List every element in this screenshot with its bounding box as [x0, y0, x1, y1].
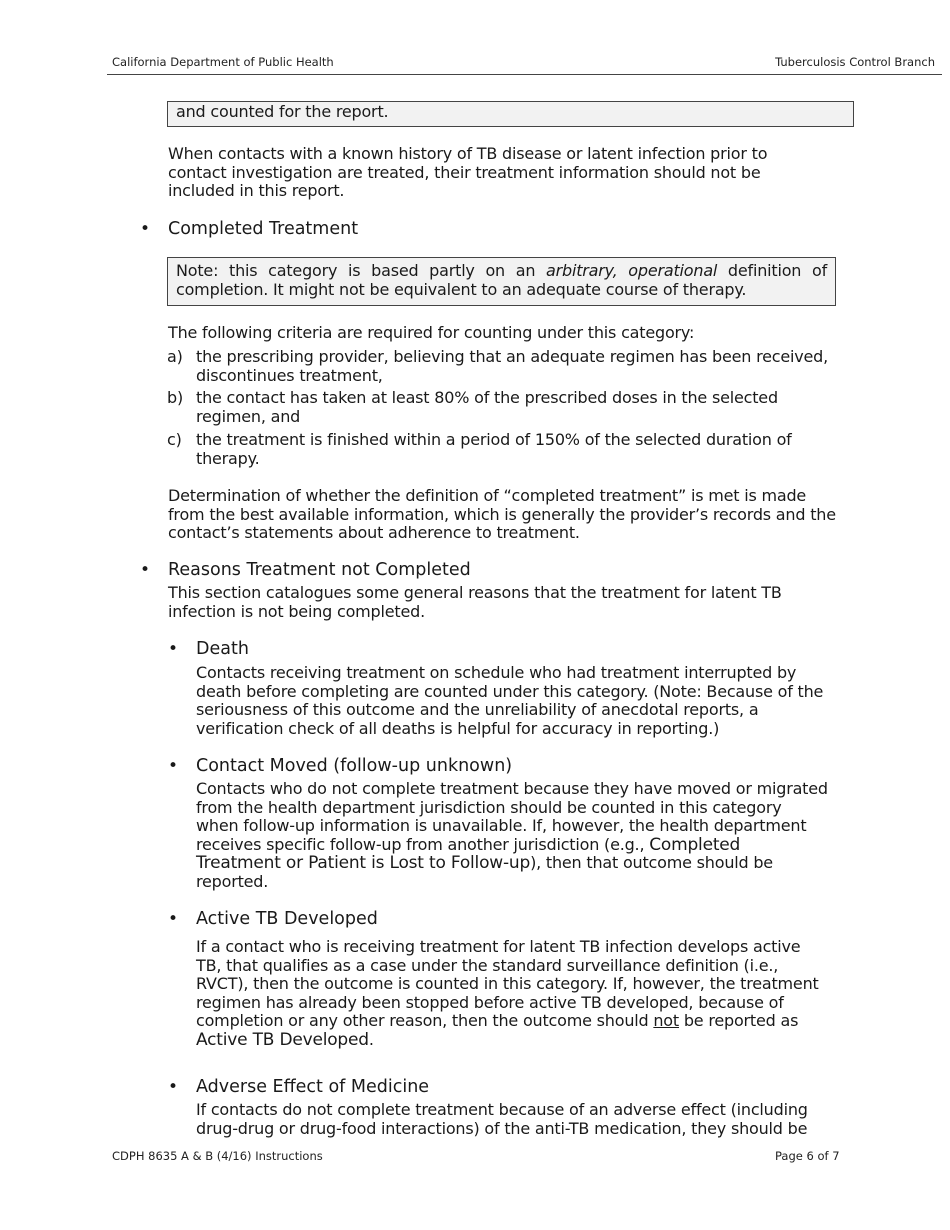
- bullet-dot-icon: •: [140, 560, 151, 580]
- subheading-death: Death: [196, 639, 249, 659]
- header-divider: [107, 74, 942, 75]
- paragraph-death: Contacts receiving treatment on schedule who had treatment interrupted by death before completing are counted under this category. (Note: Because of the seriousness of this outcome and the unreliability of anecdotal reports, a verification check of all deaths is helpful for accuracy in reporting.): [196, 663, 824, 738]
- section-heading-completed-treatment: Completed Treatment: [168, 219, 359, 239]
- footer-form-id: CDPH 8635 A & B (4/16) Instructions: [112, 1149, 323, 1163]
- footer-page-number: Page 6 of 7: [775, 1149, 840, 1163]
- bullet-adverse-effect: [168, 1077, 430, 1097]
- bullet-reasons: [140, 560, 471, 580]
- paragraph-adverse-effect: If contacts do not complete treatment because of an adverse effect (including drug-drug or drug-food interactions) of the anti-TB medication, they should be: [196, 1100, 808, 1138]
- header-agency: California Department of Public Health: [112, 55, 334, 69]
- active-text-mid: be reported as: [678, 1011, 799, 1030]
- paragraph-contact-moved: [196, 780, 828, 891]
- moved-text-post: ), then that outcome should be reported.: [196, 853, 773, 891]
- criteria-text: the prescribing provider, believing that an adequate regimen has been received, discontinues treatment,: [196, 347, 828, 385]
- criteria-label: b): [167, 388, 183, 407]
- subheading-active-tb: Active TB Developed: [196, 909, 378, 929]
- note-text-post: definition of completion. It might not be equivalent to an adequate course of therapy.: [176, 261, 827, 299]
- bullet-dot-icon: •: [168, 639, 179, 659]
- note-text-emphasis: arbitrary, operational: [546, 261, 718, 280]
- criteria-text: the contact has taken at least 80% of the prescribed doses in the selected regimen, and: [196, 388, 778, 426]
- note-text-pre: Note: this category is based partly on an: [176, 261, 547, 280]
- bullet-dot-icon: •: [168, 756, 179, 776]
- bullet-dot-icon: •: [168, 909, 179, 929]
- criteria-intro: The following criteria are required for counting under this category:: [168, 323, 695, 342]
- paragraph-reasons-intro: This section catalogues some general reasons that the treatment for latent TB infection is not being completed.: [168, 583, 782, 621]
- paragraph-determination: Determination of whether the definition of “completed treatment” is met is made from the best available information, which is generally the provider’s records and the contact’s statements about adherence to treatment.: [168, 486, 836, 542]
- bullet-completed-treatment: [140, 219, 359, 239]
- note-box-top: [167, 101, 854, 127]
- moved-text-pre: Contacts who do not complete treatment because they have moved or migrated from the health department jurisdiction should be counted in this category when follow-up information is unavailable. If, however, the health department receives specific follow-up from another jurisdiction (e.g.,: [196, 779, 828, 854]
- active-text-post: .: [368, 1029, 374, 1049]
- bullet-contact-moved: [168, 756, 513, 776]
- bullet-dot-icon: •: [168, 1077, 179, 1097]
- subheading-contact-moved: Contact Moved (follow-up unknown): [196, 756, 513, 776]
- paragraph-active-tb: [196, 938, 828, 1049]
- bullet-death: [168, 639, 249, 659]
- note-box-top-text: and counted for the report.: [176, 102, 389, 121]
- subheading-adverse-effect: Adverse Effect of Medicine: [196, 1077, 430, 1097]
- note-box-completion: [167, 257, 836, 306]
- header-branch: Tuberculosis Control Branch: [775, 55, 935, 69]
- active-text-pre: If a contact who is receiving treatment for latent TB infection develops active TB, that qualifies as a case under the standard surveillance definition (i.e., RVCT), then the outcome is counted in this category. If, however, the treatment regimen has already been stopped before active TB developed, because of completion or any other reason, then the outcome should: [196, 937, 819, 1030]
- active-text-not: not: [653, 1011, 679, 1030]
- bullet-dot-icon: •: [140, 219, 151, 239]
- active-text-outcome: Active TB Developed: [196, 1029, 369, 1050]
- criteria-label: c): [167, 430, 182, 449]
- moved-text-outcomes: Completed Treatment or Patient is Lost to Follow-up: [196, 834, 741, 873]
- bullet-active-tb: [168, 909, 378, 929]
- criteria-text: the treatment is finished within a period of 150% of the selected duration of therapy.: [196, 430, 792, 468]
- criteria-label: a): [167, 347, 183, 366]
- section-heading-reasons: Reasons Treatment not Completed: [168, 560, 471, 580]
- paragraph-known-history: When contacts with a known history of TB disease or latent infection prior to contact investigation are treated, their treatment information should not be included in this report.: [168, 144, 768, 200]
